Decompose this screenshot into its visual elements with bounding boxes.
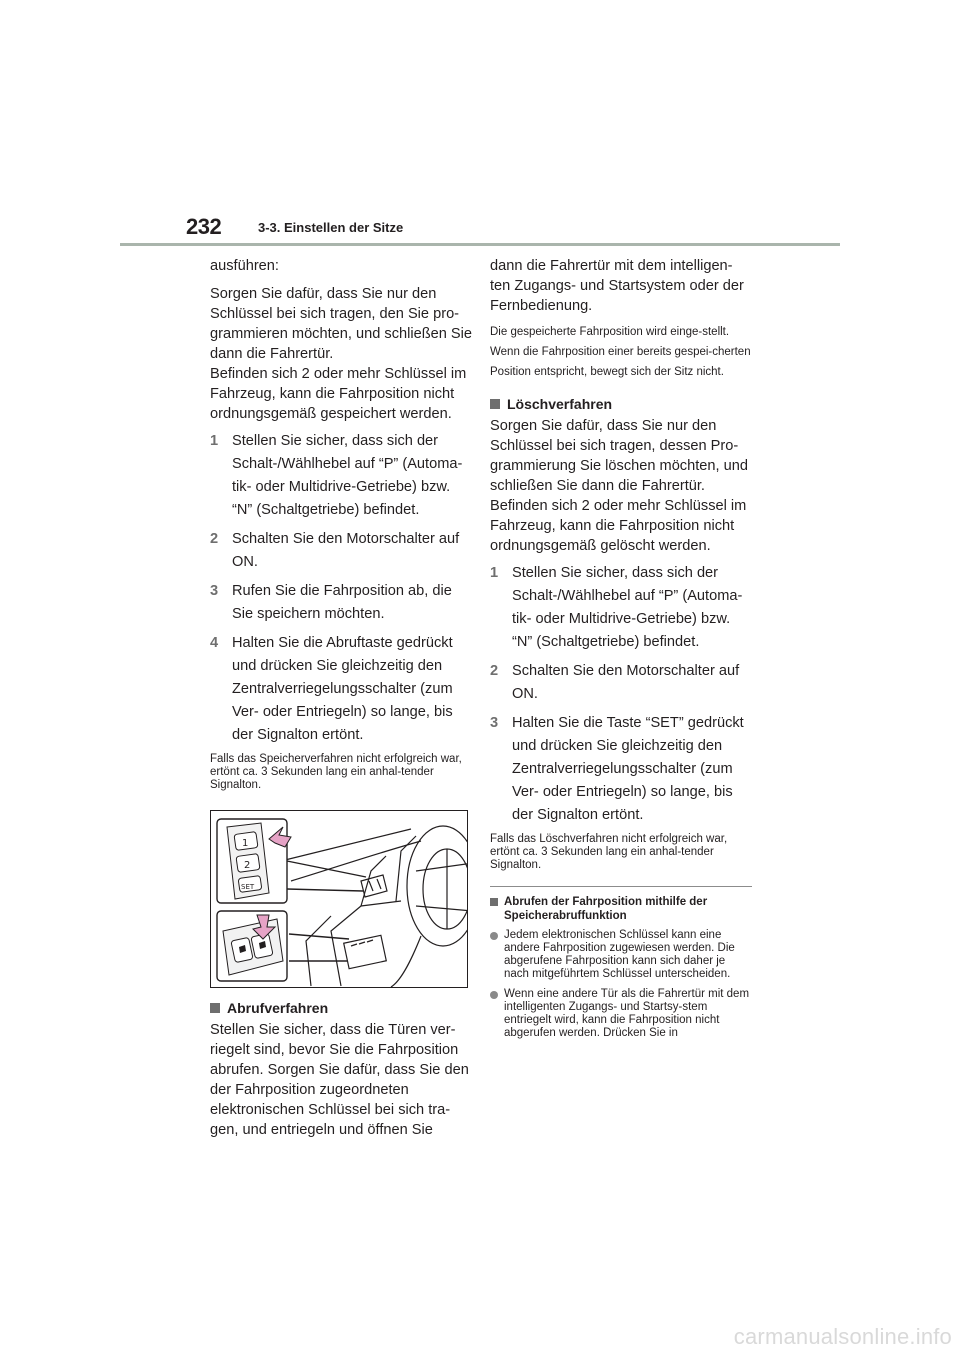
square-bullet-icon bbox=[210, 1003, 220, 1013]
step-text: Schalten Sie den Motorschalter auf ON. bbox=[232, 531, 460, 570]
delete-text-1: Sorgen Sie dafür, dass Sie nur den Schlüssel bei sich tragen, dessen Pro-grammierung Sie löschen möchten, und schließen Sie dann die Fahrertür. bbox=[490, 418, 748, 494]
recall-heading bbox=[210, 1000, 472, 1016]
recall-text: Stellen Sie sicher, dass die Türen ver-riegelt sind, bevor Sie die Fahrposition abrufen. Sorgen Sie dafür, dass Sie den der Fahrposition zugeordneten elektronischen Schlüssel bei sich tra-gen, und entriegeln und öffnen Sie bbox=[210, 1022, 469, 1138]
round-bullet-icon bbox=[490, 932, 498, 940]
delete-text-2: Befinden sich 2 oder mehr Schlüssel im Fahrzeug, kann die Fahrposition nicht ordnungsgemäß gelöscht werden. bbox=[490, 498, 747, 554]
button-label-2: 2 bbox=[244, 860, 251, 871]
square-bullet-icon bbox=[490, 898, 498, 906]
intro-text-2: Sorgen Sie dafür, dass Sie nur den Schlüssel bei sich tragen, den Sie pro-grammieren möchten, und schließen Sie dann die Fahrertür. bbox=[210, 286, 473, 362]
step-number: 1 bbox=[210, 433, 219, 449]
step-number: 1 bbox=[490, 565, 499, 581]
bullet-item bbox=[490, 988, 752, 1040]
bullet-text: Jedem elektronischen Schlüssel kann eine andere Fahrposition zugewiesen werden. Die abgerufene Fahrposition kann sich daher je nach mitgeführtem Schlüssel unterscheiden. bbox=[504, 929, 735, 980]
same-position-note: Wenn die Fahrposition einer bereits gespei-cherten Position entspricht, bewegt sich der Sitz nicht. bbox=[490, 346, 751, 378]
step-text: Rufen Sie die Fahrposition ab, die Sie speichern möchten. bbox=[232, 583, 452, 622]
step-text: Stellen Sie sicher, dass sich der Schalt-/Wählhebel auf “P” (Automa-tik- oder Multidrive-Getriebe) bzw. “N” (Schaltgetriebe) befindet. bbox=[512, 565, 743, 650]
stored-position-note: Die gespeicherte Fahrposition wird einge-stellt. bbox=[490, 326, 730, 338]
button-label-set: SET bbox=[241, 883, 255, 891]
step-number: 4 bbox=[210, 635, 219, 651]
left-column bbox=[210, 256, 472, 1142]
section-divider bbox=[490, 886, 752, 887]
intro-text-3: Befinden sich 2 oder mehr Schlüssel im Fahrzeug, kann die Fahrposition nicht ordnungsgemäß gespeichert werden. bbox=[210, 366, 467, 422]
step-text: Halten Sie die Taste “SET” gedrückt und drücken Sie gleichzeitig den Zentralverriegelungsschalter (zum Ver- oder Entriegeln) so lange, bis der Signalton ertönt. bbox=[512, 715, 744, 823]
section-title: 3-3. Einstellen der Sitze bbox=[258, 220, 404, 235]
step-number: 3 bbox=[490, 715, 499, 731]
memory-recall-subheading bbox=[490, 895, 752, 923]
step-number: 2 bbox=[210, 531, 219, 547]
delete-step-3 bbox=[490, 712, 752, 827]
delete-failure-note: Falls das Löschverfahren nicht erfolgreich war, ertönt ca. 3 Sekunden lang ein anhal-tender Signalton. bbox=[490, 833, 728, 871]
seat-memory-illustration bbox=[210, 810, 468, 988]
right-column bbox=[490, 256, 752, 1047]
delete-heading bbox=[490, 396, 752, 412]
step-text: Schalten Sie den Motorschalter auf ON. bbox=[512, 663, 740, 702]
continued-text: dann die Fahrertür mit dem intelligen-ten Zugangs- und Startsystem oder der Fernbedienung. bbox=[490, 258, 744, 314]
round-bullet-icon bbox=[490, 991, 498, 999]
delete-heading-text: Löschverfahren bbox=[507, 396, 613, 412]
button-label-1: 1 bbox=[242, 838, 249, 849]
header-rule bbox=[120, 243, 840, 246]
step-number: 2 bbox=[490, 663, 499, 679]
step-4 bbox=[210, 632, 472, 747]
square-bullet-icon bbox=[490, 399, 500, 409]
recall-heading-text: Abrufverfahren bbox=[227, 1000, 329, 1016]
illustration-svg bbox=[211, 811, 467, 987]
delete-step-1 bbox=[490, 562, 752, 654]
bullet-item bbox=[490, 929, 752, 981]
subheading-text: Abrufen der Fahrposition mithilfe der Speicherabruffunktion bbox=[504, 896, 708, 922]
step-1 bbox=[210, 430, 472, 522]
delete-step-2 bbox=[490, 660, 752, 706]
step-number: 3 bbox=[210, 583, 219, 599]
store-failure-note: Falls das Speicherverfahren nicht erfolgreich war, ertönt ca. 3 Sekunden lang ein anhal-tender Signalton. bbox=[210, 753, 462, 791]
bullet-text: Wenn eine andere Tür als die Fahrertür mit dem intelligenten Zugangs- und Startsy-stem entriegelt wird, kann die Fahrposition nicht abgerufen werden. Drücken Sie in bbox=[504, 988, 750, 1039]
page-number: 232 bbox=[186, 214, 222, 239]
watermark: carmanualsonline.info bbox=[733, 1324, 952, 1349]
step-text: Halten Sie die Abruftaste gedrückt und drücken Sie gleichzeitig den Zentralverriegelungsschalter (zum Ver- oder Entriegeln) so lange, bis der Signalton ertönt. bbox=[232, 635, 453, 743]
step-3 bbox=[210, 580, 472, 626]
step-text: Stellen Sie sicher, dass sich der Schalt-/Wählhebel auf “P” (Automa-tik- oder Multidrive-Getriebe) bzw. “N” (Schaltgetriebe) befindet. bbox=[232, 433, 463, 518]
intro-text-1: ausführen: bbox=[210, 258, 279, 274]
step-2 bbox=[210, 528, 472, 574]
